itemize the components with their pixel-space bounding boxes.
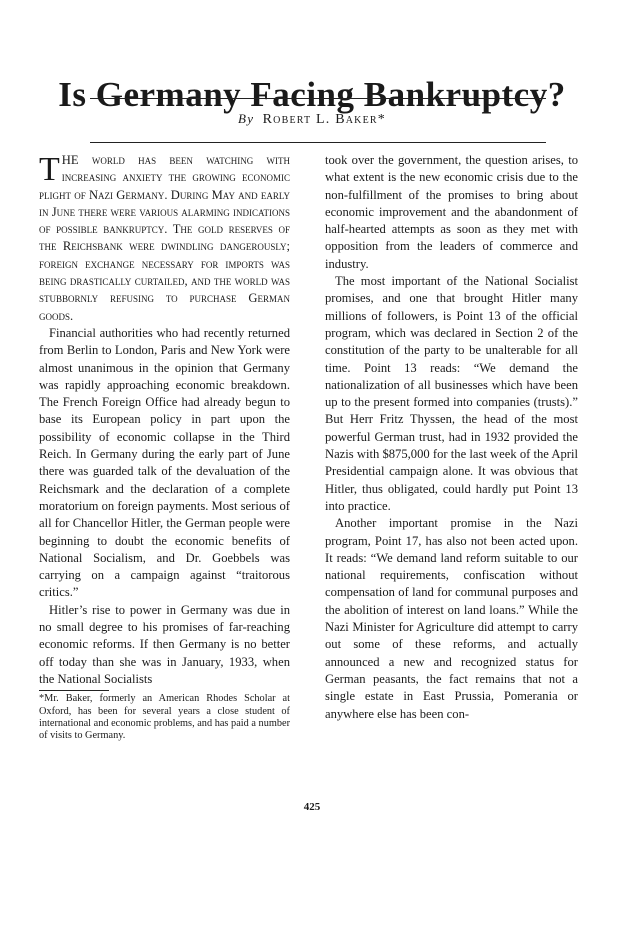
byline xyxy=(0,109,624,130)
paragraph: Hitler’s rise to power in Germany was due in no small degree to his promises of far-reaching economic reforms. If then Germany is no better off today than she was in January, 1933, when the National Socialists xyxy=(39,602,290,686)
author-name: Robert L. Baker* xyxy=(262,112,386,127)
page-number: 425 xyxy=(303,801,321,813)
byline-prefix: By xyxy=(238,111,255,126)
footnote-rule xyxy=(39,690,109,691)
left-column xyxy=(39,152,290,743)
paragraph-text: HE world has been watching with increasing anxiety the growing economic plight of Nazi Germany. During May and early in June there were various alarming indications of possible bankruptcy. The gold reserves of the Reichsbank were dwindling dangerously; foreign exchange necessary for imports was being drastically curtailed, and the world was stubbornly refusing to purchase German goods. xyxy=(39,153,290,323)
article-title: Is Germany Facing Bankruptcy? xyxy=(58,75,566,115)
title-rule xyxy=(90,98,546,99)
footnote: *Mr. Baker, formerly an American Rhodes Scholar at Oxford, has been for several years a close student of international and economic problems, and has paid a number of visits to Germany. xyxy=(39,693,290,742)
paragraph xyxy=(39,152,290,325)
paragraph: The most important of the National Socialist promises, and one that brought Hitler many millions of followers, is Point 13 of the official program, which was declared in Section 2 of the constitution of the party to be unalterable for all time. Point 13 reads: “We demand the nationalization of all businesses which have been up to the present formed into companies (trusts).” But Herr Fritz Thyssen, the head of the most powerful German trust, had in 1932 provided the Nazis with $875,000 for the last week of the April Presidential campaign alone. It was obvious that Hitler, thus obligated, could hardly put Point 13 into practice. xyxy=(325,274,578,513)
drop-cap: T xyxy=(39,151,60,188)
byline-rule xyxy=(90,142,546,143)
paragraph: Financial authorities who had recently returned from Berlin to London, Paris and New York were almost unanimous in the opinion that Germany was rapidly approaching economic breakdown. The French Foreign Office had already begun to base its European policy in part upon the possibility of economic collapse in the Third Reich. In Germany during the early part of June there was guarded talk of the devaluation of the Reichsmark and the declaration of a complete moratorium on foreign payments. Most serious of all for Chancellor Hitler, the German people were beginning to doubt the economic benefits of National Socialism, and Dr. Goebbels was carrying on a campaign against “traitorous critics.” xyxy=(39,325,290,600)
paragraph: Another important promise in the Nazi program, Point 17, has also not been acted upon. It reads: “We demand land reform suitable to our national requirements, confiscation without compensation of land for communal purposes and the abolition of interest on land loans.” While the Nazi Minister for Agriculture did attempt to carry out some of these reforms, and actually announced a new and recognized status for German peasants, the fact remains that not a single estate in East Prussia, Pomerania or anywhere else has been con- xyxy=(325,516,578,721)
right-column xyxy=(325,152,578,723)
paragraph: took over the government, the question arises, to what extent is the new economic crisis due to the non-fulfillment of the promises to bring about economic improvement and the abandonment of half-hearted attempts as soon as they met with opposition from the leaders of commerce and industry. xyxy=(325,153,578,271)
